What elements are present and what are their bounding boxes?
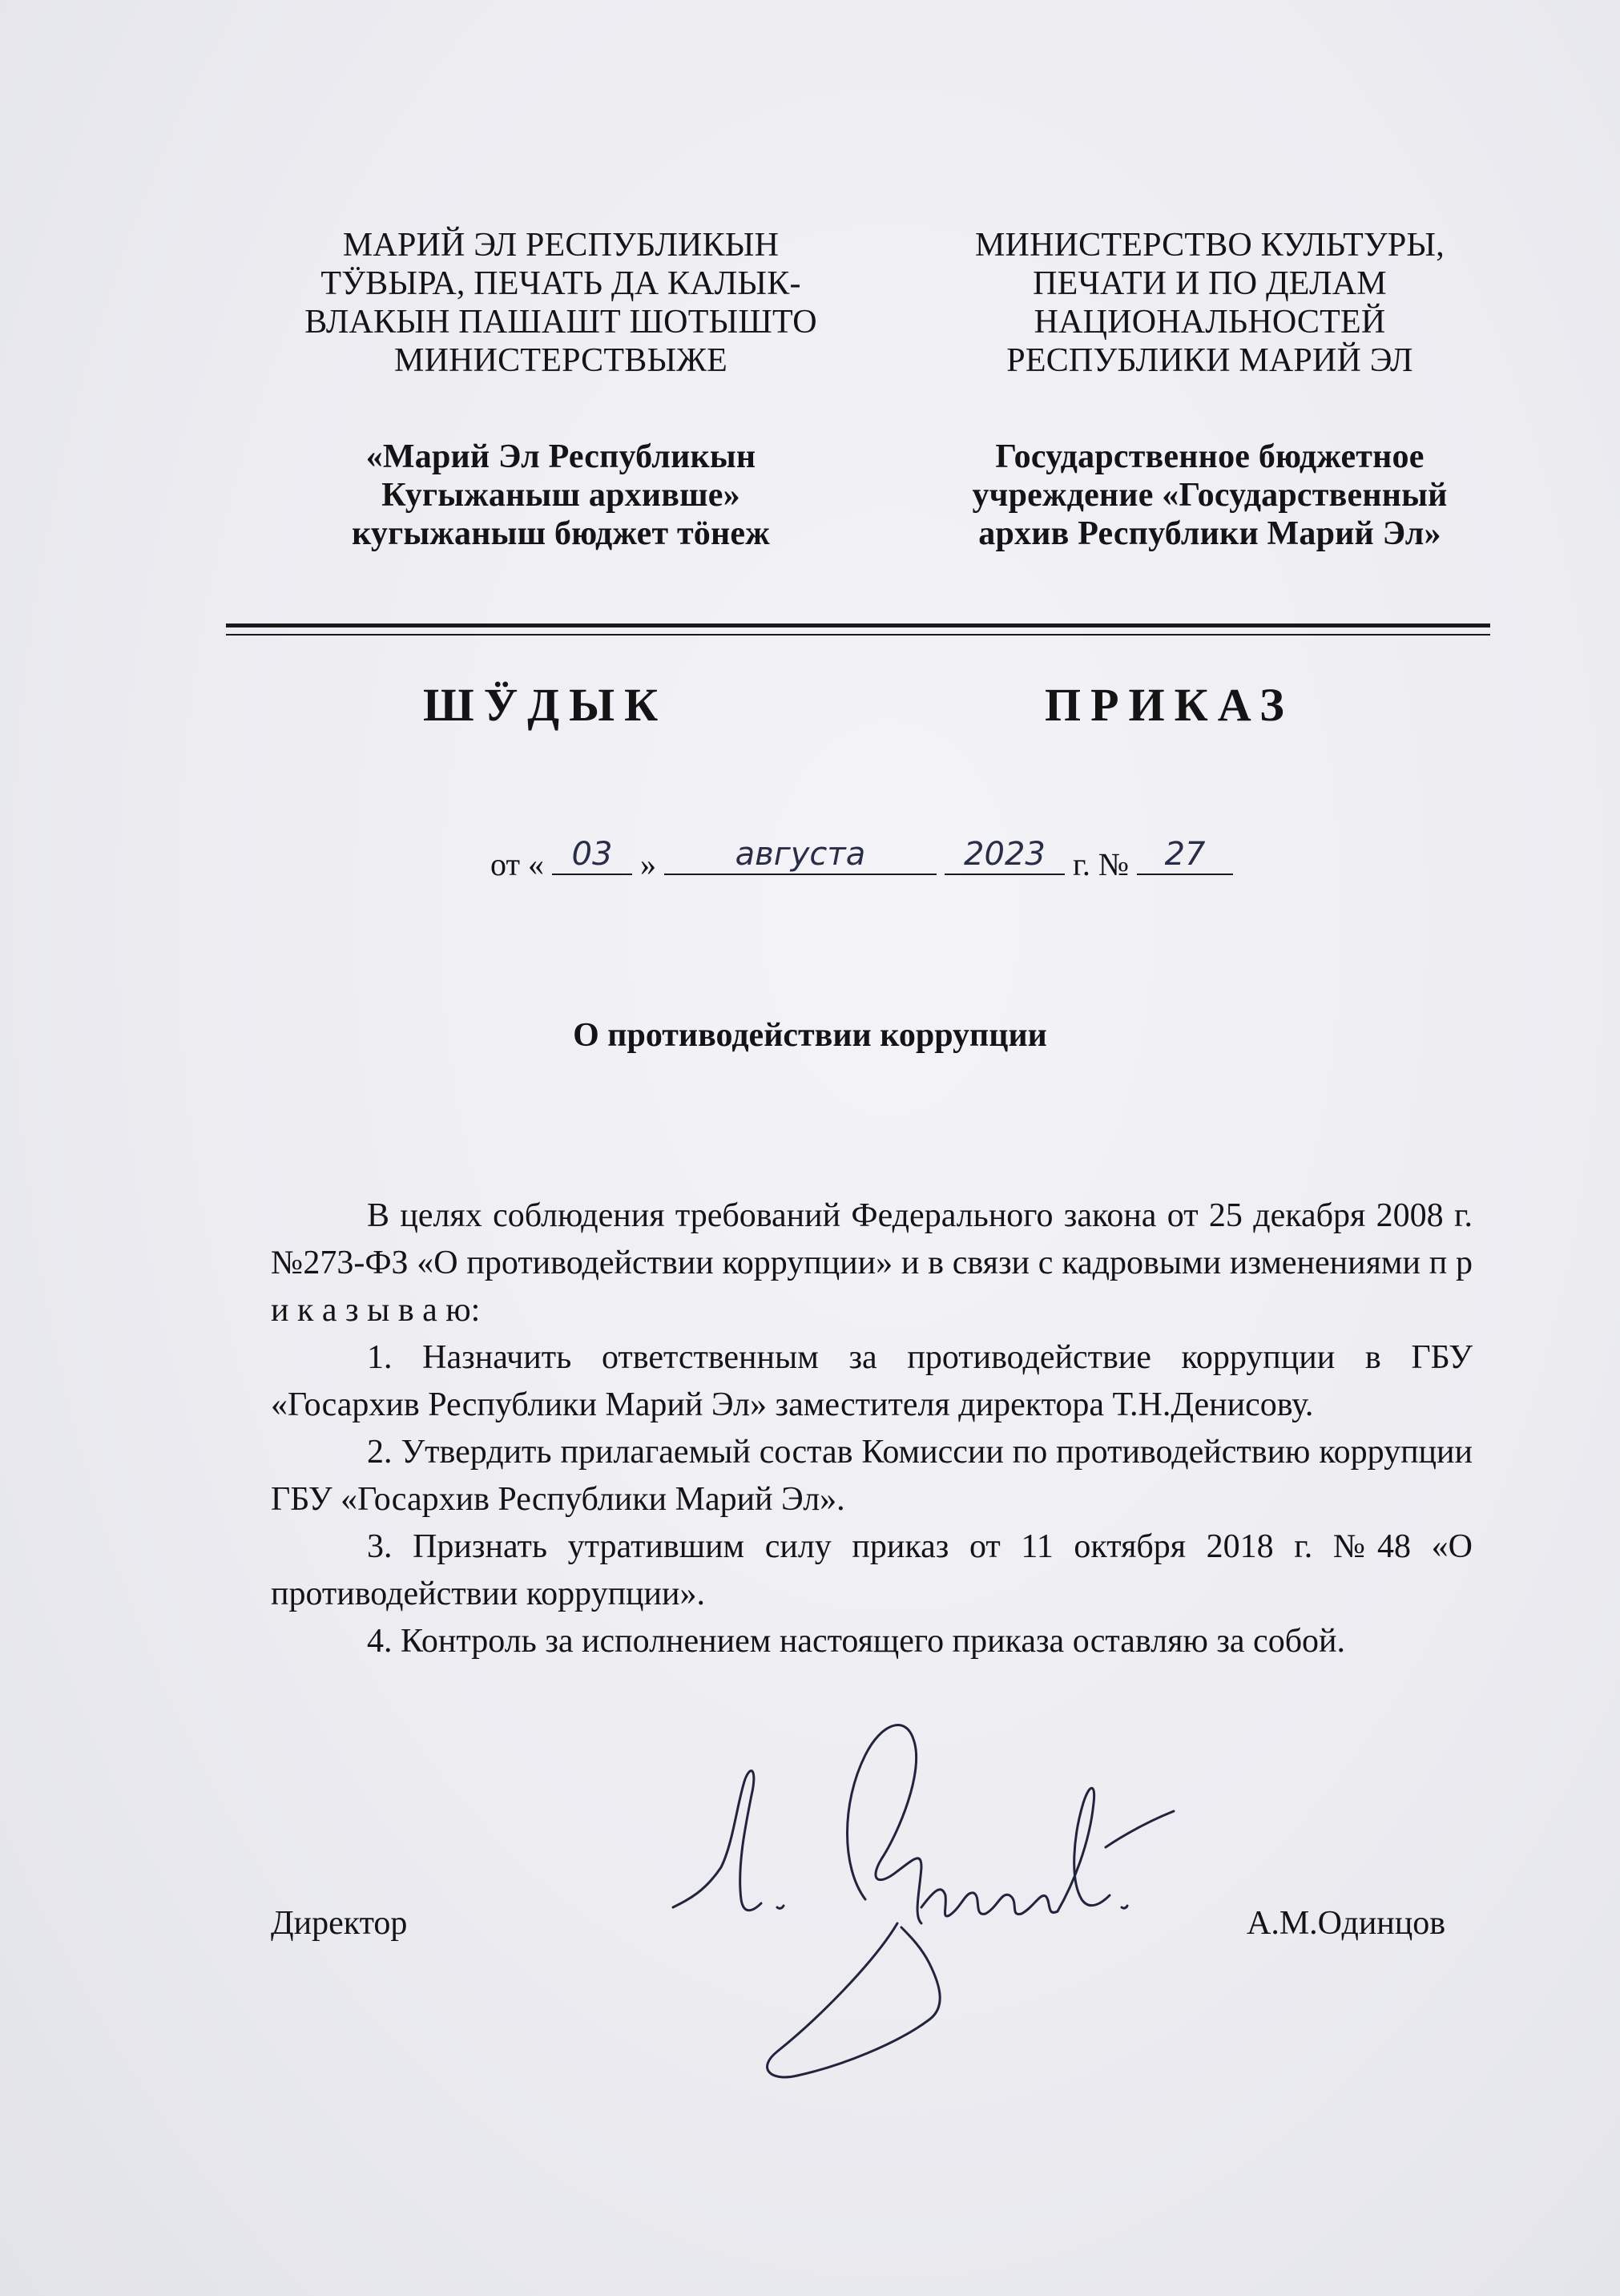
body-paragraph-1: 1. Назначить ответственным за противодействие коррупции в ГБУ «Госархив Республики Марий Эл» заместителя директора Т.Н.Денисову. bbox=[271, 1339, 1473, 1423]
header-left-block bbox=[240, 226, 881, 553]
header-left-org-line-1: «Марий Эл Республикын bbox=[365, 438, 756, 475]
header-divider-thick bbox=[226, 623, 1490, 627]
date-quote-close: » bbox=[639, 846, 656, 882]
date-year-suffix: г. № bbox=[1072, 846, 1130, 882]
header-left-org-line-2: Кугыжаныш архивше» bbox=[381, 477, 740, 514]
body-paragraph-2: 2. Утвердить прилагаемый состав Комиссии по противодействию коррупции ГБУ «Госархив Республики Марий Эл». bbox=[271, 1434, 1473, 1518]
order-number-value: 27 bbox=[1164, 836, 1206, 873]
date-day-value: 03 bbox=[571, 836, 613, 873]
date-prefix: от « bbox=[490, 846, 544, 882]
date-year-value: 2023 bbox=[964, 836, 1046, 873]
header-right-line-4: РЕСПУБЛИКИ МАРИЙ ЭЛ bbox=[1006, 342, 1413, 379]
header-right-org-line-3: архив Республики Марий Эл» bbox=[978, 515, 1441, 552]
header-right-line-1: МИНИСТЕРСТВО КУЛЬТУРЫ, bbox=[975, 227, 1445, 264]
header-divider-thin bbox=[226, 634, 1490, 636]
date-line bbox=[490, 836, 1233, 884]
header-left-org-line-3: кугыжаныш бюджет тӧнеж bbox=[352, 515, 770, 552]
handwritten-signature bbox=[657, 1707, 1186, 2124]
date-day-field bbox=[552, 836, 632, 875]
order-number-field bbox=[1137, 836, 1233, 875]
order-subject: О противодействии коррупции bbox=[573, 1017, 1047, 1054]
date-month-value: августа bbox=[735, 836, 866, 873]
doc-type-russian: ПРИКАЗ bbox=[1045, 679, 1294, 731]
header-right-block bbox=[889, 226, 1530, 553]
header-right-line-2: ПЕЧАТИ И ПО ДЕЛАМ bbox=[1033, 265, 1387, 302]
body-paragraph-4: 4. Контроль за исполнением настоящего приказа оставляю за собой. bbox=[367, 1623, 1346, 1660]
body-paragraph-intro: В целях соблюдения требований Федерального закона от 25 декабря 2008 г. №273-ФЗ «О противодействии коррупции» и в связи с кадровыми изменениями п р и к а з ы в а ю: bbox=[271, 1197, 1473, 1329]
header-right-org-line-2: учреждение «Государственный bbox=[972, 477, 1448, 514]
header-left-line-4: МИНИСТЕРСТВЫЖЕ bbox=[394, 342, 727, 379]
header-left-line-1: МАРИЙ ЭЛ РЕСПУБЛИКЫН bbox=[342, 227, 780, 264]
signatory-name: А.М.Одинцов bbox=[1247, 1905, 1446, 1942]
order-body bbox=[271, 1192, 1473, 1665]
date-year-field bbox=[945, 836, 1065, 875]
header-left-line-3: ВЛАКЫН ПАШАШТ ШОТЫШТО bbox=[304, 304, 817, 341]
header-right-line-3: НАЦИОНАЛЬНОСТЕЙ bbox=[1034, 304, 1386, 341]
header-left-line-2: ТӰВЫРА, ПЕЧАТЬ ДА КАЛЫК- bbox=[320, 265, 801, 302]
date-month-field bbox=[664, 836, 937, 875]
header-right-org-line-1: Государственное бюджетное bbox=[995, 438, 1425, 475]
body-paragraph-3: 3. Признать утратившим силу приказ от 11 октября 2018 г. №48 «О противодействии коррупции». bbox=[271, 1528, 1473, 1612]
doc-type-mari: ШӰДЫК bbox=[423, 679, 668, 731]
signatory-position: Директор bbox=[271, 1905, 408, 1942]
